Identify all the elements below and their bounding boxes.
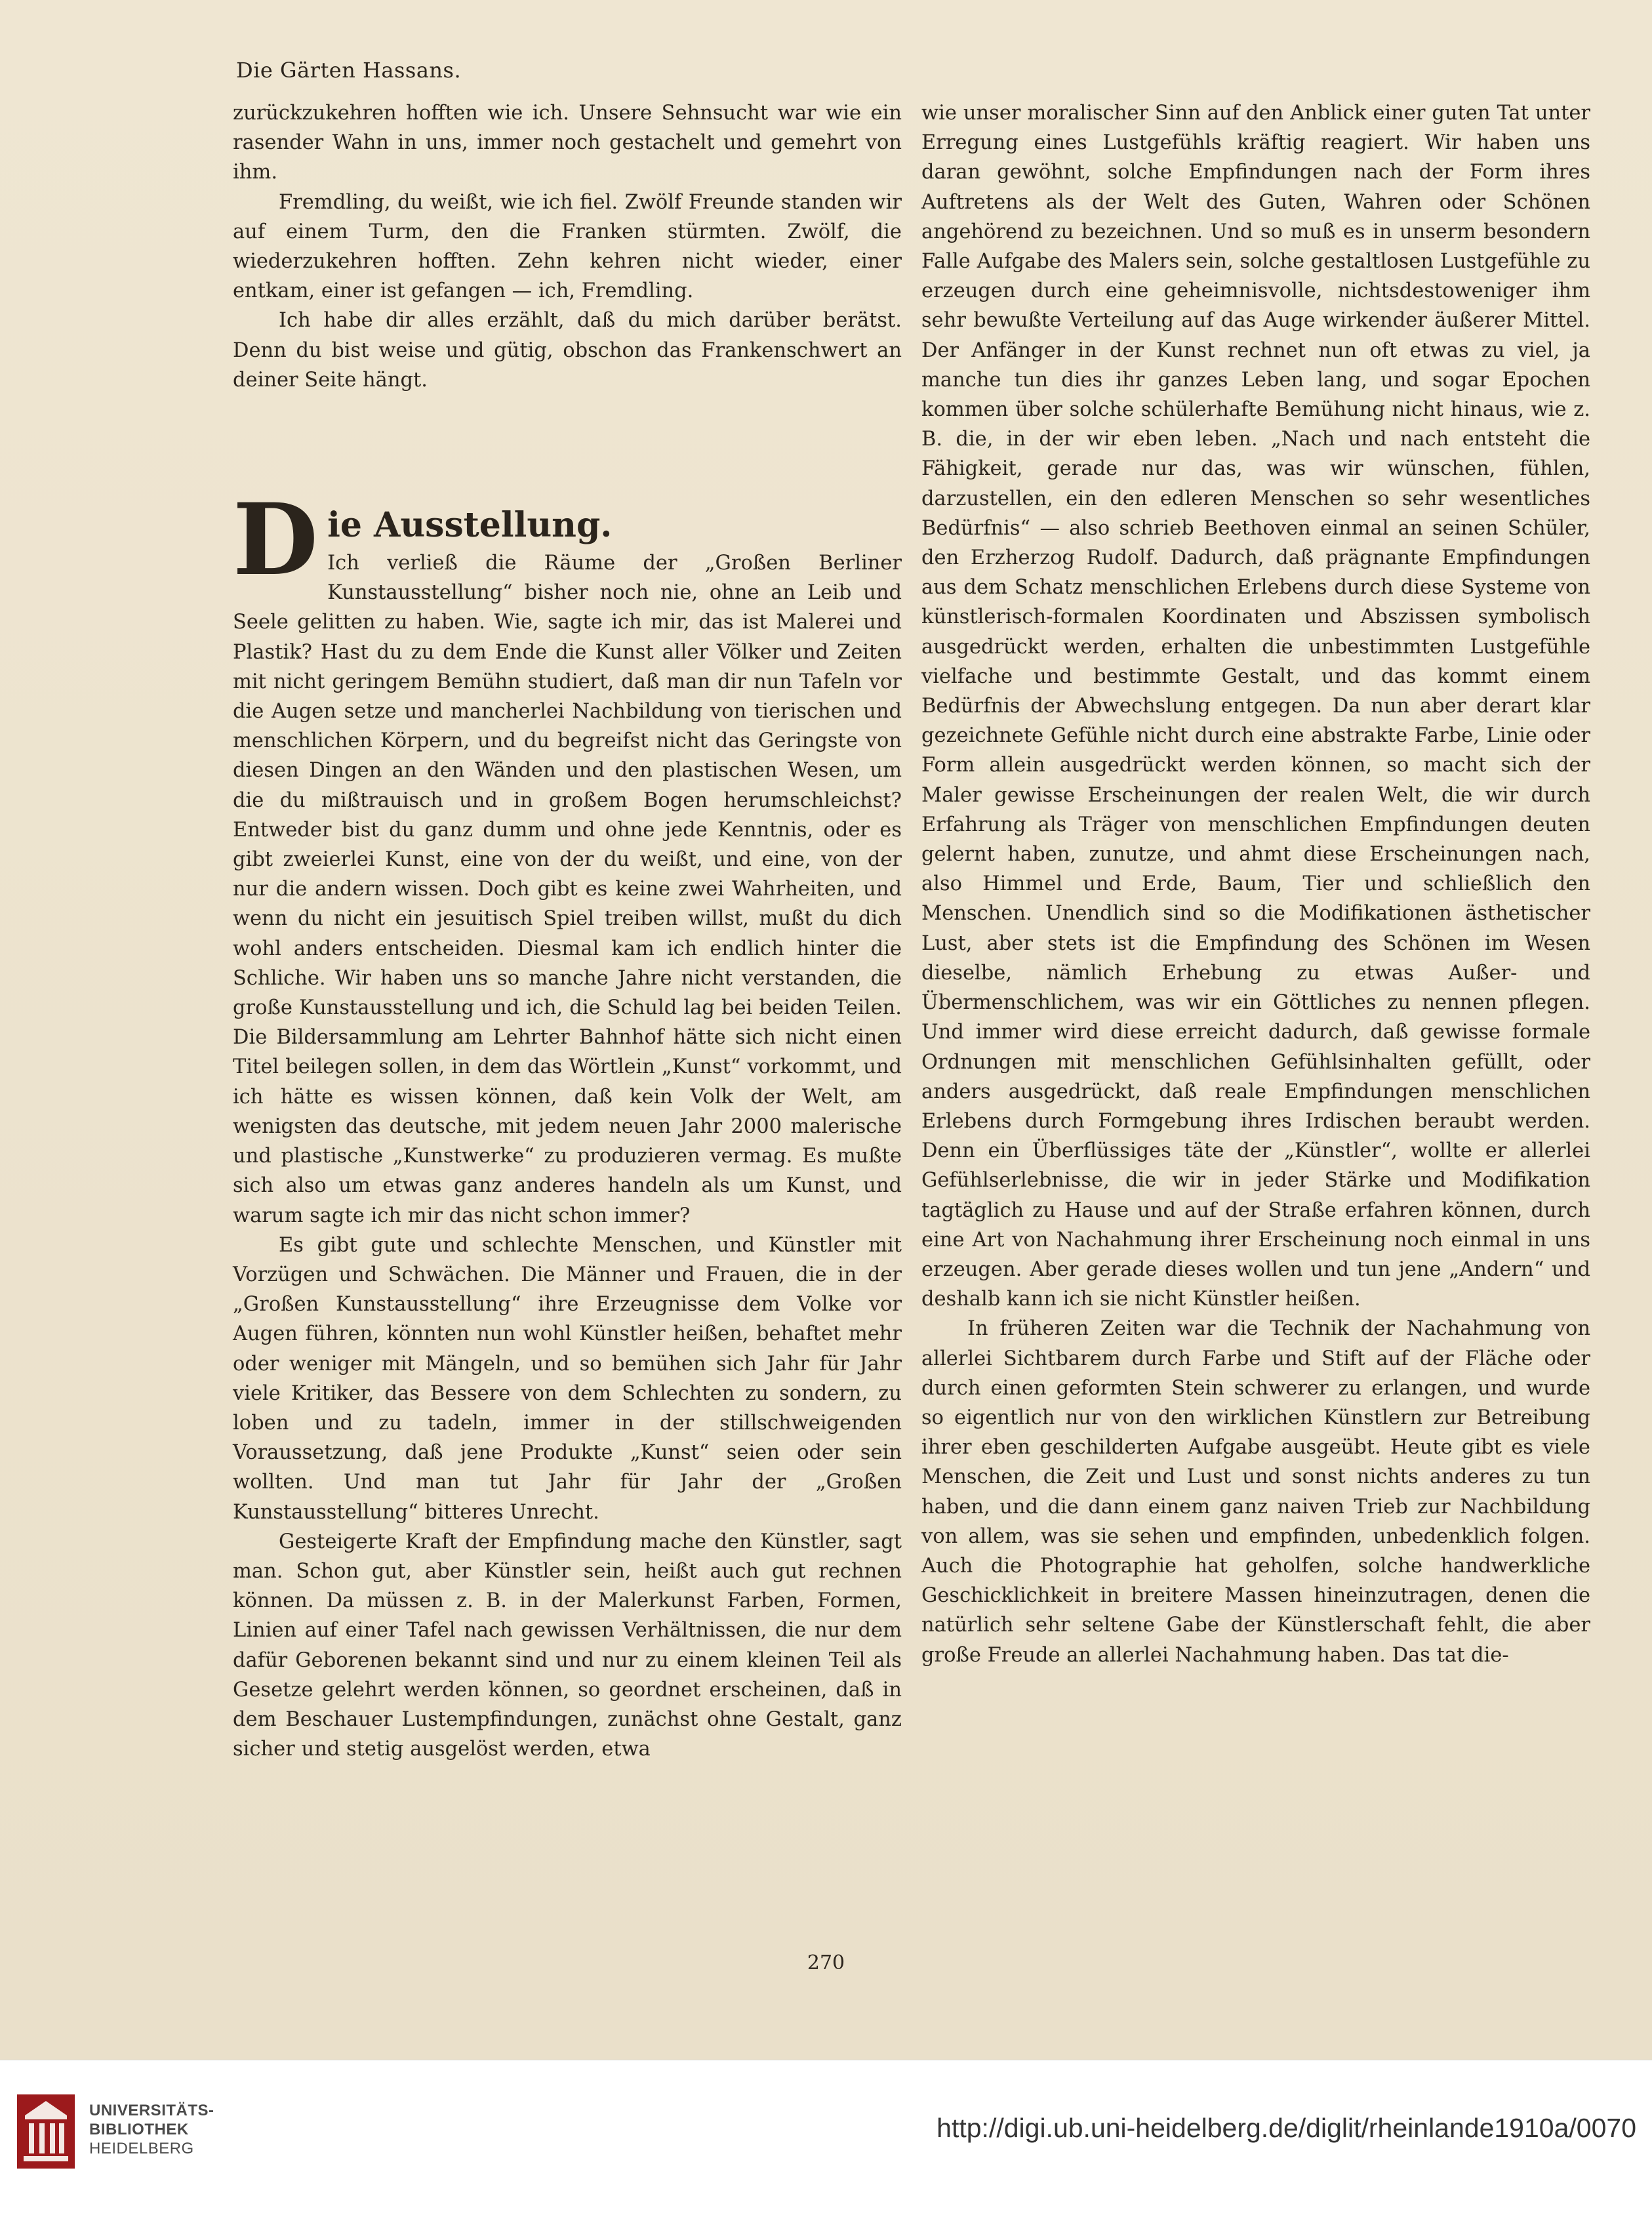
library-name: [89, 2101, 214, 2158]
right-paragraph-2: In früheren Zeiten war die Technik der Nachahmung von allerlei Sichtbarem durch Farbe und Stift auf der Fläche oder durch einen geformten Stein schwerer zu erlangen, und wurde so eigentlich nur von den wirklichen Künstlern zur Betreibung ihrer eben geschilderten Aufgabe ausgeübt. Heute gibt es viele Menschen, die Zeit und Lust und sonst nichts anderes zu tun haben, und die dann einem ganz naiven Trieb zur Nachbildung von allem, was sie sehen und empfinden, unbedenklich folgen. Auch die Photographie hat geholfen, solche handwerkliche Geschicklichkeit in breitere Massen hineinzutragen, denen die natürlich sehr seltene Gabe der Künstlerschaft fehlt, die aber große Freude an allerlei Nachahmung haben. Das tat die-: [921, 1317, 1590, 1667]
footer-bar: [0, 2060, 1652, 2223]
section-paragraph-2: Es gibt gute und schlechte Menschen, und Künstler mit Vorzügen und Schwächen. Die Männer und Frauen, die in der „Großen Kunstausstellung“ ihre Erzeugnisse dem Volke vor Augen führen, könnten nun wohl Künstler heißen, behaftet mehr oder weniger mit Mängeln, und so bemühen sich Jahr für Jahr viele Kritiker, das Bessere von dem Schlechten zu sondern, zu loben und zu tadeln, immer in der stillschweigenden Voraussetzung, daß jene Produkte „Kunst“ seien oder sein wollten. Und man tut Jahr für Jahr der „Großen Kunstausstellung“ bitteres Unrecht.: [233, 1233, 902, 1524]
library-name-line-3: HEIDELBERG: [89, 2140, 194, 2157]
source-url-link[interactable]: http://digi.ub.uni-heidelberg.de/diglit/rheinlande1910a/0070: [937, 2113, 1636, 2143]
intro-paragraph-2: Fremdling, du weißt, wie ich fiel. Zwölf Freunde standen wir auf einem Turm, den die Franken stürmten. Zwölf, die wiederzukehren hofften. Zehn kehren nicht wieder, einer entkam, einer ist gefangen — ich, Fremdling.: [233, 190, 902, 303]
section-paragraph-1: Ich verließ die Räume der „Großen Berliner Kunstausstellung“ bisher noch nie, ohne an Leib und Seele gelitten zu haben. Wie, sagte ich mir, das ist Malerei und Plastik? Hast du zu dem Ende die Kunst aller Völker und Zeiten mit nicht geringem Bemühn studiert, daß man dir nun Tafeln vor die Augen setze und mancherlei Nachbildung von tierischen und menschlichen Körpern, und du begreifst nicht das Geringste von diesen Dingen an den Wänden und den plastischen Wesen, um die du mißtrauisch und in großem Bogen herumschleichst? Entweder bist du ganz dumm und ohne jede Kenntnis, oder es gibt zweierlei Kunst, eine von der du weißt, und eine, von der nur die andern wissen. Doch gibt es keine zwei Wahrheiten, und wenn du nicht ein jesuitisch Spiel treiben willst, mußt du dich wohl anders entscheiden. Diesmal kam ich endlich hinter die Schliche. Wir haben uns so manche Jahre nicht verstanden, die große Kunstausstellung und ich, die Schuld lag bei beiden Teilen. Die Bildersammlung am Lehrter Bahnhof hätte sich nicht einen Titel beilegen sollen, in dem das Wörtlein „Kunst“ vorkommt, und ich hätte es wissen können, daß kein Volk der Welt, am wenigsten das deutsche, mit jedem neuen Jahr 2000 malerische und plastische „Kunstwerke“ zu produzieren vermag. Es mußte sich also um etwas ganz anderes handeln als um Kunst, und warum sagte ich mir das nicht schon immer?: [233, 552, 902, 1227]
drop-cap: D: [233, 482, 319, 598]
section-title: ie Ausstellung.: [327, 505, 613, 546]
section-paragraph-3: Gesteigerte Kraft der Empfindung mache den Künstler, sagt man. Schon gut, aber Künstler sein, heißt auch gut rechnen können. Da müssen z. B. in der Malerkunst Farben, Formen, Linien auf einer Tafel nach gewissen Verhältnissen, die nur dem dafür Geborenen bekannt sind und nur zu einem kleinen Teil als Gesetze gelehrt werden können, so geordnet erscheinen, daß in dem Beschauer Lustempfindungen, zunächst ohne Gestalt, ganz sicher und stetig ausgelöst werden, etwa: [233, 1530, 902, 1761]
running-header: Die Gärten Hassans.: [236, 58, 462, 83]
page-number: 270: [807, 1951, 845, 1974]
left-column: [233, 98, 902, 1764]
section-spacer: [233, 395, 902, 493]
university-seal-icon: [13, 2090, 79, 2172]
right-paragraph-1: wie unser moralischer Sinn auf den Anblick einer guten Tat unter Erregung eines Lustgefühls kräftig reagiert. Wir haben uns daran gewöhnt, solche Empfindungen nach der Form ihres Auftretens als der Welt des Guten, Wahren oder Schönen angehörend zu bezeichnen. Und so muß es in unserm besondern Falle Aufgabe des Malers sein, solche gestaltlosen Lustgefühle zu erzeugen durch eine geheimnisvolle, nichtsdestoweniger ihm sehr bewußte Verteilung auf das Auge wirkender äußerer Mittel. Der Anfänger in der Kunst rechnet nun oft etwas zu viel, ja manche tun dies ihr ganzes Leben lang, und sogar Epochen kommen über solche schülerhafte Bemühung nicht hinaus, wie z. B. die, in der wir eben leben. „Nach und nach entsteht die Fähigkeit, gerade nur das, was wir wünschen, fühlen, darzustellen, ein den edleren Menschen so sehr wesentliches Bedürfnis“ — also schrieb Beethoven einmal an seinen Schüler, den Erzherzog Rudolf. Dadurch, daß prägnante Empfindungen aus dem Schatz menschlichen Erlebens durch diese Systeme von künstlerisch-formalen Koordinaten und Abszissen symbolisch ausgedrückt werden, erhalten die unbestimmten Lustgefühle vielfache und bestimmte Gestalt, und das kommt einem Bedürfnis der Abwechslung entgegen. Da nun aber derart klar gezeichnete Gefühle nicht durch eine abstrakte Farbe, Linie oder Form allein ausgedrückt werden können, so macht sich der Maler gewisse Erscheinungen der realen Welt, die wir durch Erfahrung als Träger von menschlichen Empfindungen deuten gelernt haben, zunutze, und ahmt diese Erscheinungen nach, also Himmel und Erde, Baum, Tier und schließlich den Menschen. Unendlich sind so die Modifikationen ästhetischer Lust, aber stets ist die Empfindung des Schönen im Wesen dieselbe, nämlich Erhebung zu etwas Außer- und Übermenschlichem, was wir ein Göttliches zu nennen pflegen. Und immer wird diese erreicht dadurch, daß gewisse formale Ordnungen mit menschlichen Gefühlsinhalten gefüllt, oder anders ausgedrückt, daß reale Empfindungen menschlichen Erlebens durch Formgebung ihres Irdischen beraubt werden. Denn ein Überflüssiges täte der „Künstler“, wollte er allerlei Gefühlserlebnisse, die wir in jeder Stärke und Modifikation tagtäglich zu Hause und auf der Straße erfahren können, durch eine Art von Nachahmung ihrer Erscheinung noch einmal in uns erzeugen. Aber gerade dieses wollen und tun jene „Andern“ und deshalb kann ich sie nicht Künstler heißen.: [921, 102, 1590, 1311]
library-name-line-1: UNIVERSITÄTS-: [89, 2102, 214, 2119]
section-heading: [233, 482, 902, 1231]
library-name-line-2: BIBLIOTHEK: [89, 2121, 189, 2138]
intro-paragraph-1: zurückzukehren hofften wie ich. Unsere Sehnsucht war wie ein rasender Wahn in uns, immer noch gestachelt und gemehrt von ihm.: [233, 102, 902, 184]
right-column: [921, 98, 1590, 1670]
intro-paragraph-3: Ich habe dir alles erzählt, daß du mich darüber berätst. Denn du bist weise und gütig, obschon das Frankenschwert an deiner Seite hängt.: [233, 309, 902, 392]
